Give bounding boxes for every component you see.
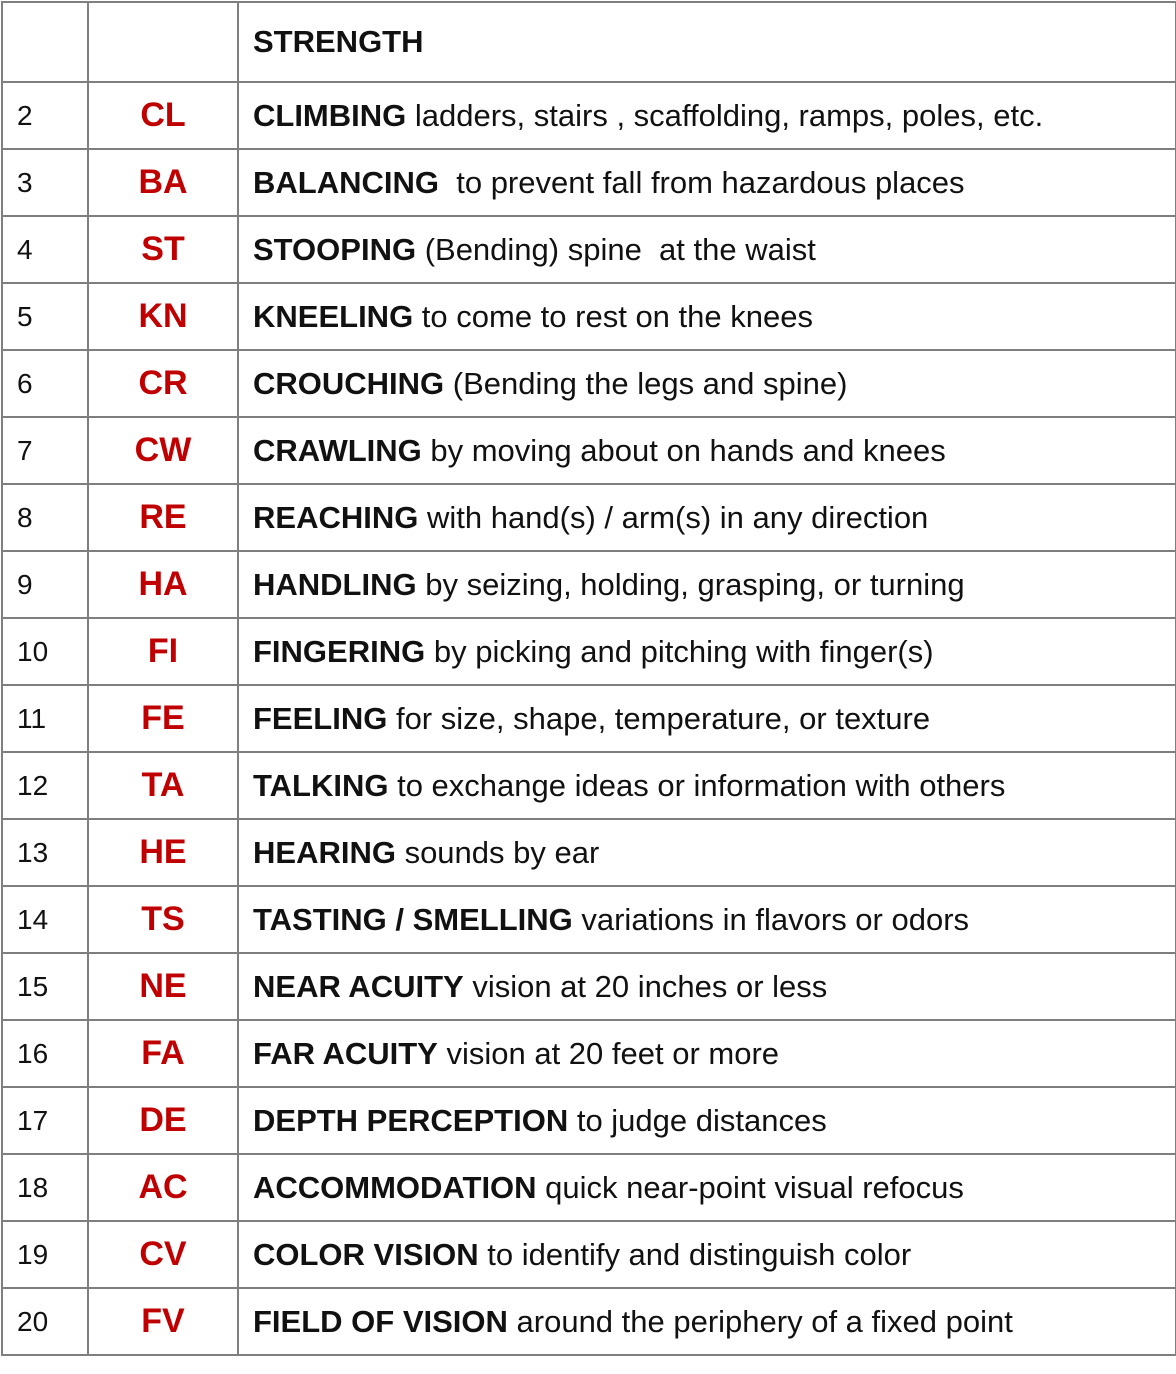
demand-term: KNEELING	[253, 298, 414, 334]
demand-description-cell	[238, 953, 1176, 1020]
row-number: 2	[2, 82, 88, 149]
demand-description: with hand(s) / arm(s) in any direction	[418, 499, 929, 535]
row-number: 9	[2, 551, 88, 618]
demand-description-cell	[238, 82, 1176, 149]
physical-demands-table	[1, 1, 1176, 1356]
demand-description: sounds by ear	[395, 834, 600, 870]
demand-term: STOOPING	[253, 231, 417, 267]
table-row	[2, 1154, 1176, 1221]
demand-description-cell	[238, 685, 1176, 752]
demand-term: NEAR ACUITY	[253, 968, 464, 1004]
row-number: 15	[2, 953, 88, 1020]
table-row	[2, 82, 1176, 149]
demand-code: CV	[88, 1221, 238, 1288]
table-body	[2, 2, 1176, 1355]
demand-description-cell	[238, 1020, 1176, 1087]
table-row	[2, 752, 1176, 819]
demand-code: FA	[88, 1020, 238, 1087]
demand-code: NE	[88, 953, 238, 1020]
row-number: 17	[2, 1087, 88, 1154]
demand-term: CROUCHING	[253, 365, 445, 401]
demand-description: to identify and distinguish color	[478, 1236, 912, 1272]
demand-description-cell	[238, 484, 1176, 551]
demand-code: BA	[88, 149, 238, 216]
row-number: 18	[2, 1154, 88, 1221]
demand-description: to exchange ideas or information with others	[388, 767, 1006, 803]
row-number: 4	[2, 216, 88, 283]
demand-description: quick near-point visual refocus	[536, 1169, 964, 1205]
demand-term: BALANCING	[253, 164, 439, 200]
table-row	[2, 417, 1176, 484]
demand-code: KN	[88, 283, 238, 350]
table-row	[2, 551, 1176, 618]
row-number: 5	[2, 283, 88, 350]
table-row	[2, 216, 1176, 283]
demand-code: TA	[88, 752, 238, 819]
demand-description-cell	[238, 752, 1176, 819]
row-number: 6	[2, 350, 88, 417]
demand-description-cell	[238, 618, 1176, 685]
demand-description-cell	[238, 216, 1176, 283]
row-number: 7	[2, 417, 88, 484]
demand-code: DE	[88, 1087, 238, 1154]
header-row	[2, 2, 1176, 82]
demand-description-cell	[238, 1087, 1176, 1154]
row-number: 12	[2, 752, 88, 819]
table-row	[2, 149, 1176, 216]
demand-term: FIELD OF VISION	[253, 1303, 508, 1339]
demand-term: TALKING	[253, 767, 389, 803]
row-number: 16	[2, 1020, 88, 1087]
demand-code: TS	[88, 886, 238, 953]
row-number: 3	[2, 149, 88, 216]
table-row	[2, 1288, 1176, 1355]
row-number: 13	[2, 819, 88, 886]
demand-description: vision at 20 feet or more	[437, 1035, 780, 1071]
demand-code: CW	[88, 417, 238, 484]
demand-description-cell	[238, 1221, 1176, 1288]
demand-code: RE	[88, 484, 238, 551]
demand-code: FI	[88, 618, 238, 685]
demand-description: to judge distances	[568, 1102, 827, 1138]
demand-description: by picking and pitching with finger(s)	[425, 633, 934, 669]
demand-description: vision at 20 inches or less	[463, 968, 828, 1004]
demand-term: FINGERING	[253, 633, 426, 669]
demand-description: around the periphery of a fixed point	[507, 1303, 1013, 1339]
table-row	[2, 283, 1176, 350]
demand-description: for size, shape, temperature, or texture	[387, 700, 931, 736]
demand-term: FAR ACUITY	[253, 1035, 438, 1071]
demand-description: variations in flavors or odors	[572, 901, 970, 937]
demand-description-cell	[238, 350, 1176, 417]
demand-term: TASTING / SMELLING	[253, 901, 573, 937]
table-row	[2, 1087, 1176, 1154]
row-number: 20	[2, 1288, 88, 1355]
table-row	[2, 484, 1176, 551]
demand-description-cell	[238, 149, 1176, 216]
demand-term: COLOR VISION	[253, 1236, 479, 1272]
demand-description: (Bending the legs and spine)	[444, 365, 848, 401]
demand-term: HEARING	[253, 834, 396, 870]
demand-code: FV	[88, 1288, 238, 1355]
demand-description-cell	[238, 1288, 1176, 1355]
header-number-cell	[2, 2, 88, 82]
row-number: 14	[2, 886, 88, 953]
row-number: 19	[2, 1221, 88, 1288]
demand-term: HANDLING	[253, 566, 417, 602]
demand-description-cell	[238, 886, 1176, 953]
table-row	[2, 618, 1176, 685]
demand-code: CR	[88, 350, 238, 417]
table-row	[2, 953, 1176, 1020]
demand-term: CRAWLING	[253, 432, 422, 468]
table-row	[2, 1020, 1176, 1087]
demand-description-cell	[238, 417, 1176, 484]
table-row	[2, 685, 1176, 752]
demand-term: DEPTH PERCEPTION	[253, 1102, 569, 1138]
demand-description-cell	[238, 551, 1176, 618]
header-code-cell	[88, 2, 238, 82]
demand-description: (Bending) spine at the waist	[416, 231, 816, 267]
row-number: 10	[2, 618, 88, 685]
demand-description-cell	[238, 283, 1176, 350]
demand-description: to come to rest on the knees	[413, 298, 813, 334]
demand-description-cell	[238, 819, 1176, 886]
demand-term: CLIMBING	[253, 97, 407, 133]
row-number: 8	[2, 484, 88, 551]
demand-description: by moving about on hands and knees	[421, 432, 946, 468]
demand-term: ACCOMMODATION	[253, 1169, 537, 1205]
demand-term: FEELING	[253, 700, 388, 736]
demand-code: ST	[88, 216, 238, 283]
demand-code: CL	[88, 82, 238, 149]
demand-description-cell	[238, 1154, 1176, 1221]
demand-code: FE	[88, 685, 238, 752]
table-row	[2, 350, 1176, 417]
demand-term: REACHING	[253, 499, 419, 535]
demand-code: HA	[88, 551, 238, 618]
header-title: STRENGTH	[238, 2, 1176, 82]
demand-code: HE	[88, 819, 238, 886]
demand-description: by seizing, holding, grasping, or turning	[416, 566, 965, 602]
row-number: 11	[2, 685, 88, 752]
table-row	[2, 1221, 1176, 1288]
demand-description: to prevent fall from hazardous places	[439, 164, 965, 200]
demand-description: ladders, stairs , scaffolding, ramps, poles, etc.	[406, 97, 1044, 133]
table-row	[2, 886, 1176, 953]
demand-code: AC	[88, 1154, 238, 1221]
table-row	[2, 819, 1176, 886]
